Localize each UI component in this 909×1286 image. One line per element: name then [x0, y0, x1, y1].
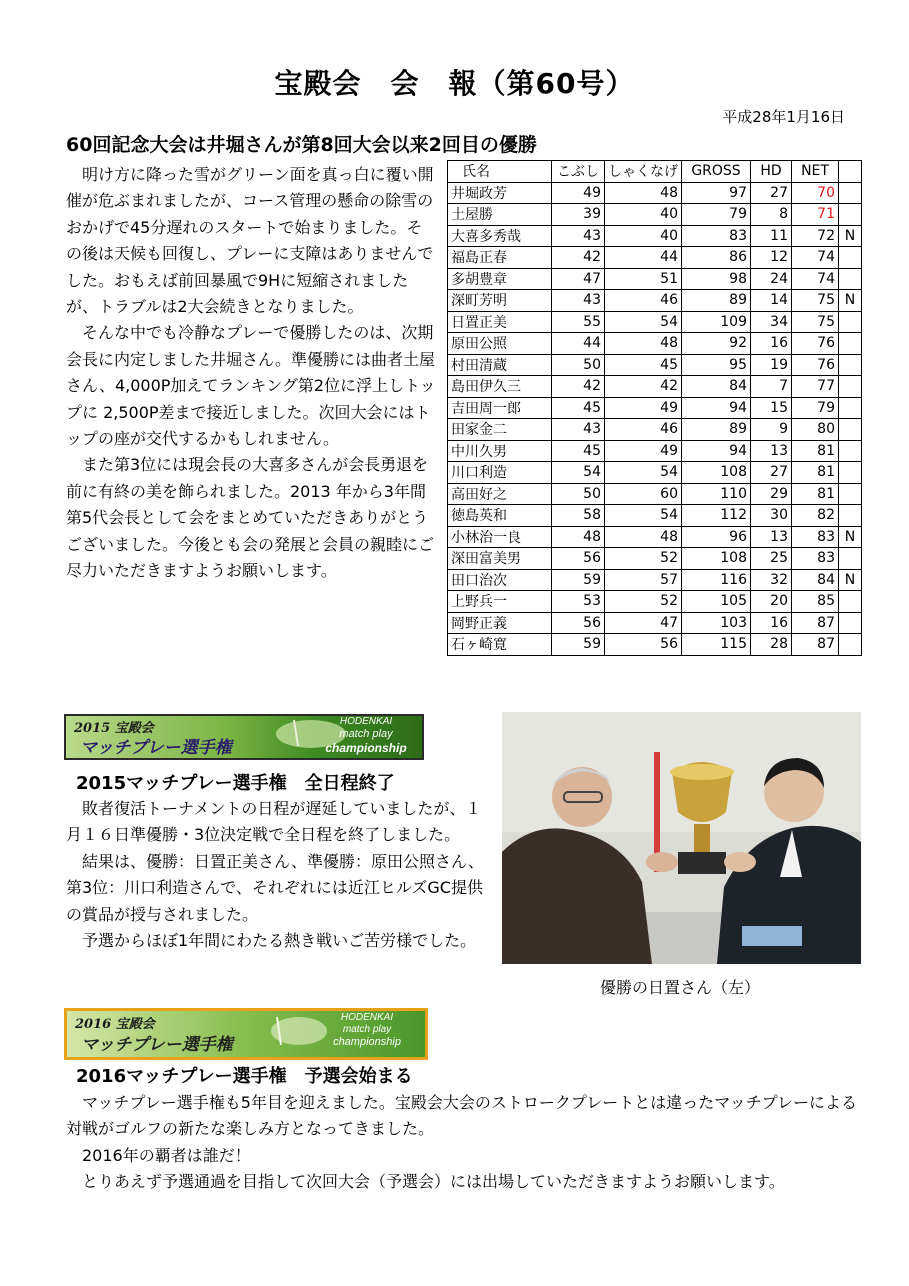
trophy-photo — [502, 712, 861, 964]
cell-gross: 92 — [682, 333, 751, 355]
cell-net: 77 — [792, 376, 839, 398]
cell-name: 田口治次 — [448, 569, 552, 591]
banner-2015-en-bottom: championship — [325, 741, 407, 755]
article1-headline: 60回記念大会は井堀さんが第8回大会以来2回目の優勝 — [66, 134, 537, 156]
cell-shakunage: 56 — [605, 634, 682, 656]
cell-flag — [839, 462, 862, 484]
cell-kobushi: 59 — [552, 569, 605, 591]
cell-name: 上野兵一 — [448, 591, 552, 613]
cell-hd: 32 — [751, 569, 792, 591]
cell-kobushi: 56 — [552, 548, 605, 570]
cell-kobushi: 56 — [552, 612, 605, 634]
cell-flag — [839, 247, 862, 269]
cell-name: 福島正春 — [448, 247, 552, 269]
match-play-2016-banner — [64, 1008, 428, 1060]
cell-shakunage: 40 — [605, 225, 682, 247]
cell-name: 土屋勝 — [448, 204, 552, 226]
cell-hd: 19 — [751, 354, 792, 376]
cell-flag — [839, 397, 862, 419]
cell-name: 日置正美 — [448, 311, 552, 333]
banner-2016-en-bottom: championship — [333, 1036, 401, 1048]
cell-net: 83 — [792, 548, 839, 570]
cell-name: 高田好之 — [448, 483, 552, 505]
cell-gross: 94 — [682, 397, 751, 419]
cell-hd: 24 — [751, 268, 792, 290]
table-row — [448, 311, 862, 333]
cell-kobushi: 58 — [552, 505, 605, 527]
cell-gross: 109 — [682, 311, 751, 333]
cell-gross: 94 — [682, 440, 751, 462]
table-row — [448, 247, 862, 269]
cell-flag — [839, 419, 862, 441]
cell-kobushi: 42 — [552, 247, 605, 269]
col-net: NET — [792, 161, 839, 183]
cell-net: 76 — [792, 354, 839, 376]
cell-flag — [839, 182, 862, 204]
article3-headline: 2016マッチプレー選手権 予選会始まる — [76, 1066, 413, 1087]
table-row — [448, 526, 862, 548]
cell-hd: 11 — [751, 225, 792, 247]
cell-net: 74 — [792, 247, 839, 269]
cell-flag — [839, 333, 862, 355]
cell-hd: 27 — [751, 462, 792, 484]
cell-gross: 97 — [682, 182, 751, 204]
cell-flag: N — [839, 290, 862, 312]
cell-hd: 16 — [751, 612, 792, 634]
cell-gross: 79 — [682, 204, 751, 226]
cell-name: 深町芳明 — [448, 290, 552, 312]
cell-gross: 89 — [682, 419, 751, 441]
cell-shakunage: 52 — [605, 591, 682, 613]
table-row — [448, 548, 862, 570]
cell-kobushi: 43 — [552, 290, 605, 312]
cell-shakunage: 46 — [605, 419, 682, 441]
cell-hd: 29 — [751, 483, 792, 505]
cell-name: 深田富美男 — [448, 548, 552, 570]
table-row — [448, 225, 862, 247]
cell-shakunage: 42 — [605, 376, 682, 398]
cell-hd: 14 — [751, 290, 792, 312]
issue-date: 平成28年1月16日 — [722, 108, 845, 126]
cell-net: 81 — [792, 483, 839, 505]
banner-2015-en-mid: match play — [339, 728, 393, 740]
article2-headline: 2015マッチプレー選手権 全日程終了 — [76, 773, 395, 794]
photo-caption: 優勝の日置さん（左） — [600, 978, 761, 997]
cell-name: 小林治一良 — [448, 526, 552, 548]
cell-flag: N — [839, 526, 862, 548]
cell-kobushi: 50 — [552, 483, 605, 505]
cell-gross: 108 — [682, 462, 751, 484]
cell-gross: 96 — [682, 526, 751, 548]
table-row — [448, 333, 862, 355]
cell-shakunage: 48 — [605, 333, 682, 355]
match-play-2015-banner — [64, 714, 424, 760]
article1-paragraph: 明け方に降った雪がグリーン面を真っ白に覆い開催が危ぶまれましたが、コース管理の懸命の除雪のおかげで45分遅れのスタートで始まりました。その後は天候も回復し、プレーに支障はありませんでした。おもえば前回暴風で9Hに短縮されましたが、トラブルは2大会続きとなりました。 — [66, 165, 434, 317]
article3-paragraph: とりあえず予選通過を目指して次回大会（予選会）には出場していただきますようお願いします。 — [82, 1172, 785, 1192]
banner-2016-year: 2016 宝殿会 — [75, 1017, 155, 1032]
cell-shakunage: 40 — [605, 204, 682, 226]
cell-kobushi: 45 — [552, 440, 605, 462]
score-table — [447, 160, 862, 656]
cell-shakunage: 45 — [605, 354, 682, 376]
cell-net: 82 — [792, 505, 839, 527]
cell-name: 島田伊久三 — [448, 376, 552, 398]
trophy-photo-illustration — [502, 712, 861, 964]
cell-hd: 20 — [751, 591, 792, 613]
newsletter-title: 宝殿会 会 報（第60号） — [274, 67, 635, 100]
cell-hd: 30 — [751, 505, 792, 527]
table-row — [448, 397, 862, 419]
table-row — [448, 591, 862, 613]
cell-net: 75 — [792, 290, 839, 312]
score-table-header — [448, 161, 862, 183]
cell-net: 75 — [792, 311, 839, 333]
cell-net: 85 — [792, 591, 839, 613]
col-hd: HD — [751, 161, 792, 183]
cell-gross: 84 — [682, 376, 751, 398]
cell-shakunage: 54 — [605, 505, 682, 527]
cell-hd: 9 — [751, 419, 792, 441]
cell-hd: 25 — [751, 548, 792, 570]
cell-kobushi: 48 — [552, 526, 605, 548]
col-flag — [839, 161, 862, 183]
table-row — [448, 290, 862, 312]
banner-2015-title: マッチプレー選手権 — [80, 738, 232, 758]
cell-hd: 13 — [751, 526, 792, 548]
table-row — [448, 419, 862, 441]
cell-kobushi: 47 — [552, 268, 605, 290]
cell-kobushi: 54 — [552, 462, 605, 484]
banner-2016-title: マッチプレー選手権 — [81, 1035, 233, 1055]
table-row — [448, 569, 862, 591]
cell-flag — [839, 548, 862, 570]
cell-name: 多胡豊章 — [448, 268, 552, 290]
table-row — [448, 354, 862, 376]
cell-net: 72 — [792, 225, 839, 247]
cell-shakunage: 54 — [605, 311, 682, 333]
cell-name: 吉田周一郎 — [448, 397, 552, 419]
cell-gross: 95 — [682, 354, 751, 376]
score-table-body — [448, 182, 862, 655]
cell-flag — [839, 440, 862, 462]
table-row — [448, 268, 862, 290]
cell-flag — [839, 591, 862, 613]
cell-hd: 7 — [751, 376, 792, 398]
cell-net: 83 — [792, 526, 839, 548]
col-gross: GROSS — [682, 161, 751, 183]
cell-name: 村田清蔵 — [448, 354, 552, 376]
article2-paragraph: 敗者復活トーナメントの日程が遅延していましたが、１月１６日準優勝・3位決定戦で全日程を終了しました。 — [66, 799, 482, 845]
table-row — [448, 182, 862, 204]
cell-net: 87 — [792, 634, 839, 656]
cell-flag — [839, 268, 862, 290]
cell-hd: 13 — [751, 440, 792, 462]
cell-net: 79 — [792, 397, 839, 419]
cell-hd: 16 — [751, 333, 792, 355]
cell-gross: 103 — [682, 612, 751, 634]
cell-hd: 8 — [751, 204, 792, 226]
cell-flag — [839, 505, 862, 527]
cell-gross: 110 — [682, 483, 751, 505]
cell-shakunage: 51 — [605, 268, 682, 290]
table-row — [448, 204, 862, 226]
cell-hd: 12 — [751, 247, 792, 269]
cell-gross: 115 — [682, 634, 751, 656]
cell-name: 徳島英和 — [448, 505, 552, 527]
cell-kobushi: 49 — [552, 182, 605, 204]
table-row — [448, 634, 862, 656]
cell-gross: 116 — [682, 569, 751, 591]
cell-kobushi: 45 — [552, 397, 605, 419]
table-row — [448, 483, 862, 505]
cell-shakunage: 48 — [605, 182, 682, 204]
cell-shakunage: 54 — [605, 462, 682, 484]
cell-name: 川口利造 — [448, 462, 552, 484]
cell-name: 井堀政芳 — [448, 182, 552, 204]
cell-shakunage: 48 — [605, 526, 682, 548]
cell-flag — [839, 354, 862, 376]
col-name: 氏名 — [448, 161, 552, 183]
article2-paragraph: 予選からほぼ1年間にわたる熱き戦いご苦労様でした。 — [82, 931, 477, 951]
cell-flag — [839, 634, 862, 656]
cell-gross: 83 — [682, 225, 751, 247]
cell-kobushi: 50 — [552, 354, 605, 376]
col-shakunage: しゃくなげ — [605, 161, 682, 183]
cell-name: 原田公照 — [448, 333, 552, 355]
cell-gross: 86 — [682, 247, 751, 269]
cell-name: 田家金二 — [448, 419, 552, 441]
banner-2016-en-mid: match play — [342, 1024, 392, 1035]
article1-paragraph: また第3位には現会長の大喜多さんが会長勇退を前に有終の美を飾られました。2013 年から3年間第5代会長として会をまとめていただきありがとうございました。今後とも会の発展と会員の親睦にご尽力いただきますようお願いします。 — [66, 455, 435, 581]
cell-hd: 28 — [751, 634, 792, 656]
banner-2015-en-top: HODENKAI — [339, 716, 393, 727]
cell-name: 岡野正義 — [448, 612, 552, 634]
cell-kobushi: 42 — [552, 376, 605, 398]
cell-hd: 34 — [751, 311, 792, 333]
cell-gross: 108 — [682, 548, 751, 570]
cell-flag — [839, 311, 862, 333]
table-row — [448, 440, 862, 462]
cell-shakunage: 52 — [605, 548, 682, 570]
cell-kobushi: 53 — [552, 591, 605, 613]
cell-net: 71 — [792, 204, 839, 226]
banner-2015-year: 2015 宝殿会 — [74, 721, 154, 736]
cell-kobushi: 39 — [552, 204, 605, 226]
cell-shakunage: 57 — [605, 569, 682, 591]
table-row — [448, 376, 862, 398]
cell-flag: N — [839, 569, 862, 591]
banner-2016-en-top: HODENKAI — [340, 1012, 394, 1023]
cell-net: 70 — [792, 182, 839, 204]
cell-kobushi: 55 — [552, 311, 605, 333]
cell-net: 84 — [792, 569, 839, 591]
cell-flag: N — [839, 225, 862, 247]
col-kobushi: こぶし — [552, 161, 605, 183]
cell-net: 76 — [792, 333, 839, 355]
cell-shakunage: 47 — [605, 612, 682, 634]
article2-paragraph: 結果は、優勝：日置正美さん、準優勝：原田公照さん、第3位：川口利造さんで、それぞれには近江ヒルズGC提供の賞品が授与されました。 — [66, 851, 484, 924]
table-row — [448, 612, 862, 634]
cell-gross: 112 — [682, 505, 751, 527]
cell-kobushi: 59 — [552, 634, 605, 656]
article1-paragraph: そんな中でも冷静なプレーで優勝したのは、次期会長に内定しました井堀さん。準優勝には曲者土屋さん、4,000P加えてランキング第2位に浮上しトップに 2,500P差まで接近しました。次回大会にはトップの座が交代するかもしれません。 — [66, 323, 436, 449]
article1-body — [66, 162, 436, 585]
cell-flag — [839, 612, 862, 634]
article3-body — [66, 1090, 866, 1196]
cell-hd: 27 — [751, 182, 792, 204]
cell-shakunage: 44 — [605, 247, 682, 269]
cell-kobushi: 43 — [552, 419, 605, 441]
table-row — [448, 462, 862, 484]
cell-flag — [839, 483, 862, 505]
cell-shakunage: 60 — [605, 483, 682, 505]
cell-kobushi: 43 — [552, 225, 605, 247]
cell-net: 80 — [792, 419, 839, 441]
cell-net: 74 — [792, 268, 839, 290]
article3-paragraph: 2016年の覇者は誰だ！ — [82, 1145, 251, 1165]
cell-name: 中川久男 — [448, 440, 552, 462]
cell-net: 81 — [792, 462, 839, 484]
cell-name: 大喜多秀哉 — [448, 225, 552, 247]
cell-gross: 89 — [682, 290, 751, 312]
cell-hd: 15 — [751, 397, 792, 419]
cell-net: 81 — [792, 440, 839, 462]
cell-shakunage: 49 — [605, 440, 682, 462]
cell-kobushi: 44 — [552, 333, 605, 355]
cell-shakunage: 49 — [605, 397, 682, 419]
cell-flag — [839, 376, 862, 398]
cell-gross: 98 — [682, 268, 751, 290]
cell-gross: 105 — [682, 591, 751, 613]
cell-shakunage: 46 — [605, 290, 682, 312]
article3-paragraph: マッチプレー選手権も5年目を迎えました。宝殿会大会のストロークプレートとは違ったマッチプレーによる対戦がゴルフの新たな楽しみ方となってきました。 — [66, 1093, 857, 1139]
cell-flag — [839, 204, 862, 226]
article2-body — [66, 796, 496, 954]
cell-net: 87 — [792, 612, 839, 634]
cell-name: 石ヶ崎寛 — [448, 634, 552, 656]
table-row — [448, 505, 862, 527]
